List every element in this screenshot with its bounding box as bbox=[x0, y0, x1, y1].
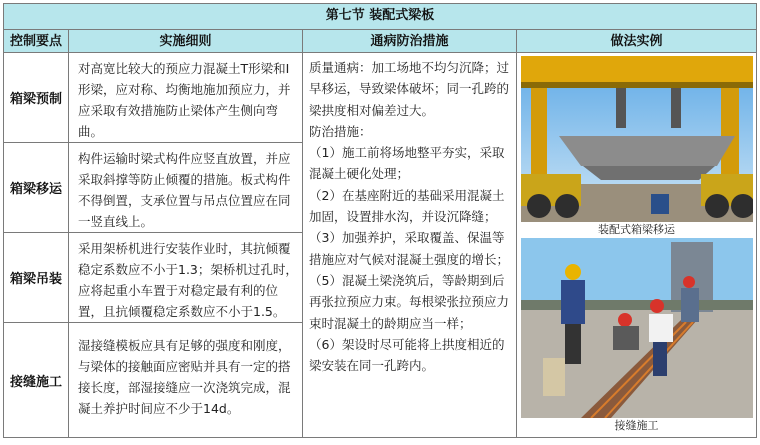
photo-caption-joint: 接缝施工 bbox=[614, 419, 659, 432]
practice-examples-cell bbox=[517, 53, 757, 438]
photo-box-girder-transport bbox=[521, 56, 753, 222]
section-title: 第七节 装配式梁板 bbox=[4, 4, 757, 30]
prevention-measures-cell bbox=[303, 53, 517, 438]
measure-item-3: （3）加强养护，采取覆盖、保温等措施应对气候对混凝土强度的增长； bbox=[309, 230, 510, 267]
photo-caption-transport: 装配式箱梁移运 bbox=[598, 223, 676, 236]
detail-box-girder-hoisting: 采用架桥机进行安装作业时，其抗倾覆稳定系数应不小于1.3；架桥机过孔时，应将起重小车置于对稳定最有利的位置，且抗倾覆稳定系数应不小于1.5。 bbox=[69, 233, 303, 323]
point-box-girder-transport: 箱梁移运 bbox=[4, 143, 69, 233]
measure-item-6: （6）架设时尽可能将上拱度相近的梁安装在同一孔跨内。 bbox=[309, 336, 505, 374]
measure-heading: 防治措施： bbox=[309, 123, 372, 139]
header-implementation-details: 实施细则 bbox=[69, 30, 303, 53]
point-joint-construction: 接缝施工 bbox=[4, 323, 69, 438]
header-practice-examples: 做法实例 bbox=[517, 30, 757, 53]
detail-box-girder-transport: 构件运输时梁式构件应竖直放置，并应采取斜撑等防止倾覆的措施。板式构件不得倒置，支承位置与吊点位置应在同一竖直线上。 bbox=[69, 143, 303, 233]
photo-joint-construction bbox=[521, 238, 753, 418]
joint-workers-image bbox=[521, 238, 753, 418]
point-box-girder-hoisting: 箱梁吊装 bbox=[4, 233, 69, 323]
girder-crane-image bbox=[521, 56, 753, 222]
header-control-point: 控制要点 bbox=[4, 30, 69, 53]
detail-box-girder-prefab: 对高宽比较大的预应力混凝土T形梁和I形梁，应对称、均衡地施加预应力，并应采取有效措施防止梁体产生侧向弯曲。 bbox=[69, 53, 303, 143]
measure-item-1: （1）施工前将场地整平夯实，采取混凝土硬化处理； bbox=[309, 145, 505, 182]
measure-quality-issues: 质量通病：加工场地不均匀沉降；过早移运，导致梁体破坏；同一孔跨的梁拱度相对偏差过大。 bbox=[309, 60, 510, 118]
header-prevention-measures: 通病防治措施 bbox=[303, 30, 517, 53]
construction-table bbox=[3, 3, 757, 438]
measure-item-2: （2）在基座附近的基础采用混凝土加固，设置排水沟，并设沉降缝； bbox=[309, 187, 505, 225]
point-box-girder-prefab: 箱梁预制 bbox=[4, 53, 69, 143]
document-frame bbox=[3, 3, 756, 441]
detail-joint-construction: 湿接缝模板应具有足够的强度和刚度，与梁体的接触面应密贴并具有一定的搭接长度，部湿接缝应一次浇筑完成，混凝土养护时间应不少于14d。 bbox=[69, 323, 303, 438]
measure-item-5: （5）混凝土梁浇筑后，等龄期到后再张拉预应力束。每根梁张拉预应力束时混凝土的龄期应当一样； bbox=[309, 272, 510, 331]
